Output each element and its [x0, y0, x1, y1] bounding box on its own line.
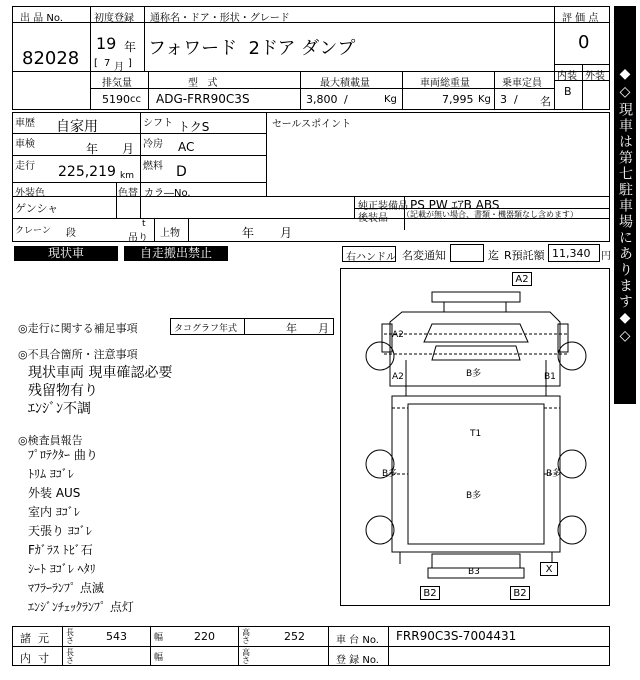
length-label: 長さ [66, 628, 74, 645]
inspector-item-2: ﾄﾘﾑ ﾖｺﾞﾚ [28, 467, 74, 481]
dims-label: 諸 元 [20, 632, 49, 645]
interior-label: 内装 [557, 71, 577, 82]
name-change-box [450, 244, 484, 262]
lot-label: 出 品 No. [20, 13, 63, 24]
name-label: 通称名・ドア・形状・グレード [150, 13, 290, 24]
history-label: 車歴 [15, 118, 35, 129]
max-load-slash: / [344, 93, 348, 106]
mark-b3: B3 [468, 567, 480, 577]
mark-b2-right: B2 [510, 586, 530, 600]
upper-month-unit: 月 [280, 226, 293, 240]
crane-ton-unit: t [142, 219, 146, 229]
registration-label: 登 録 No. [336, 655, 379, 666]
color-change-label: 色替 [118, 188, 138, 199]
ext-color-label: 外装色 [15, 188, 45, 199]
crane-stage-unit: 段 [66, 228, 76, 239]
inspection-year-unit: 年 [86, 142, 99, 156]
capacity-unit: 名 [540, 95, 551, 108]
model-label: 型 式 [188, 78, 218, 89]
capacity-slash: / [514, 93, 518, 106]
car-name: フォワード 2ドア ダンプ [148, 38, 356, 59]
capacity-value: 3 [500, 93, 507, 106]
mark-b-bed: B多 [466, 491, 482, 501]
width-label: 幅 [154, 633, 164, 643]
mark-b-left: B多 [382, 469, 398, 479]
sales-point-label: セールスポイント [272, 119, 352, 130]
month-unit: 月 [114, 62, 124, 73]
first-reg-year: 19 [96, 34, 117, 53]
year-unit: 年 [124, 40, 137, 54]
driving-notes-label: ◎走行に関する補足事項 [18, 322, 138, 335]
exterior-label: 外装 [585, 71, 605, 82]
genuine-equipment-label: 純正装備品 [358, 201, 408, 212]
upper-label: 上物 [160, 228, 180, 239]
length-value: 543 [106, 630, 127, 643]
mark-a2-lower: A2 [392, 372, 404, 382]
mark-a2-upper: A2 [392, 330, 404, 340]
first-reg-month: 7 [104, 58, 111, 69]
crane-hoist-unit: 吊り [128, 233, 148, 244]
inspector-item-7: ｼｰﾄ ﾖｺﾞﾚ ﾍﾀﾘ [28, 562, 96, 576]
inspector-report-label: ◎検査員報告 [18, 434, 83, 447]
inspection-label: 車検 [15, 139, 35, 150]
displacement-value: 5190 [102, 93, 130, 106]
capacity-label: 乗車定員 [502, 78, 542, 89]
tacho-year-unit: 年 [286, 322, 297, 335]
tacho-label: タコグラフ年式 [174, 324, 238, 334]
crane-label: クレーン [15, 226, 51, 236]
model-value: ADG-FRR90C3S [156, 92, 250, 106]
mileage-label: 走行 [15, 161, 35, 172]
fuel-value: D [176, 164, 187, 180]
mark-b-cab: B多 [466, 369, 482, 379]
fuel-label: 燃料 [143, 161, 163, 172]
aftermarket-note: （記載が無い場合、書類・機器類なし含めます） [402, 210, 578, 219]
chassis-label: 車 台 No. [336, 635, 379, 646]
recycle-deposit-label: R預託額 [504, 249, 545, 262]
steering-value: 右ハンドル [346, 252, 396, 263]
defect-item-3: ｴﾝｼﾞﾝ不調 [28, 401, 91, 417]
upper-year-unit: 年 [242, 226, 255, 240]
shift-value: トクS [178, 120, 210, 134]
first-reg-label: 初度登録 [94, 13, 134, 24]
max-load-label: 最大積載量 [320, 78, 370, 89]
ac-value: AC [178, 140, 195, 154]
score-value: 0 [578, 32, 590, 53]
lot-number: 82028 [22, 48, 80, 69]
defect-item-1: 現状車両 現車確認必要 [28, 365, 173, 381]
defect-item-2: 残留物有り [28, 383, 98, 399]
height-value: 252 [284, 630, 305, 643]
inspection-month-unit: 月 [122, 142, 135, 156]
width-value: 220 [194, 630, 215, 643]
defects-label: ◎不具合箇所・注意事項 [18, 348, 138, 361]
inspector-item-1: ﾌﾟﾛﾃｸﾀｰ 曲り [28, 448, 98, 462]
mark-x: X [540, 562, 558, 576]
inspector-item-5: 天張り ﾖｺﾞﾚ [28, 524, 92, 538]
yen-unit: 円 [601, 251, 611, 262]
chassis-value: FRR90C3S-7004431 [396, 629, 517, 643]
interior-width-label: 幅 [154, 653, 164, 663]
interior-length-label: 長さ [66, 648, 74, 665]
mark-b1: B1 [544, 372, 556, 382]
deadline-label: 迄 [488, 249, 499, 262]
inspector-item-3: 外装 AUS [28, 486, 81, 500]
max-load-unit: Kg [384, 94, 397, 105]
color-no-label: カラ―No. [144, 188, 191, 199]
interior-dims-label: 内 寸 [20, 652, 49, 665]
interior-height-label: 高さ [242, 648, 250, 665]
month-bracket-open: [ [94, 58, 98, 69]
displacement-unit: cc [130, 94, 141, 105]
current-condition-tag: 現状車 [14, 246, 118, 261]
month-bracket-close: ] [128, 58, 132, 69]
mark-b2-left: B2 [420, 586, 440, 600]
displacement-label: 排気量 [102, 78, 132, 89]
mark-top-a2: A2 [512, 272, 532, 286]
inspector-item-4: 室内 ﾖｺﾞﾚ [28, 505, 80, 519]
height-label: 高さ [242, 628, 250, 645]
genuine-equipment-value: PS PW ｴｱB ABS [410, 198, 500, 212]
history-value: 自家用 [56, 119, 98, 135]
aftermarket-label: 後装品 [358, 213, 388, 224]
max-load-value: 3,800 [306, 93, 338, 106]
score-label: 評 価 点 [562, 13, 599, 24]
gross-weight-unit: Kg [478, 94, 491, 105]
side-banner-text: ◆◇現車は第七駐車場にあります◆◇ [617, 66, 633, 346]
mark-b-right: B多 [546, 469, 562, 479]
ext-color-value: ゲンシャ [15, 202, 59, 215]
name-change-label: 名変通知 [402, 249, 446, 262]
inspector-item-8: ﾏﾌﾗｰﾗﾝﾌﾟ 点滅 [28, 581, 104, 595]
mileage-unit: km [120, 171, 134, 181]
recycle-deposit-value: 11,340 [552, 247, 591, 260]
ac-label: 冷房 [143, 139, 163, 150]
gross-weight-label: 車両総重量 [420, 78, 470, 89]
tacho-month-unit: 月 [318, 322, 329, 335]
no-self-drive-tag: 自走搬出禁止 [124, 246, 228, 261]
interior-grade: B [564, 85, 572, 98]
inspector-item-6: Fｶﾞﾗｽ ﾄﾋﾞ石 [28, 543, 93, 557]
gross-weight-value: 7,995 [442, 93, 474, 106]
shift-label: シフト [143, 118, 173, 129]
mark-t1: T1 [470, 429, 482, 439]
mileage-value: 225,219 [58, 164, 116, 180]
inspector-item-9: ｴﾝｼﾞﾝﾁｪｯｸﾗﾝﾌﾟ 点灯 [28, 600, 134, 614]
